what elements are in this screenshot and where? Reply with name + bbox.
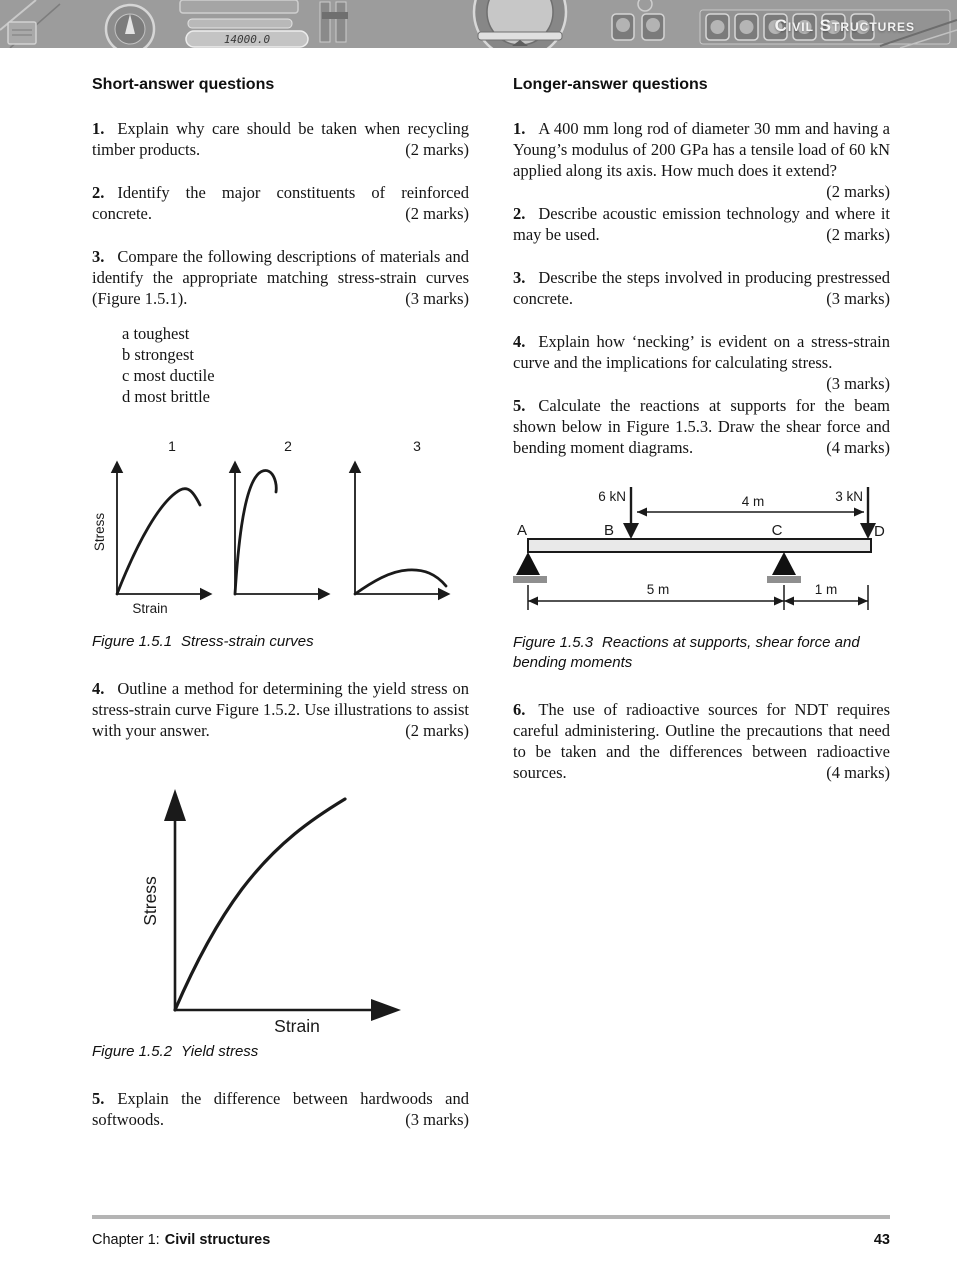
question-number: 3. (92, 247, 105, 266)
longer-answer-heading: Longer-answer questions (513, 76, 708, 93)
figure-1-5-2 (92, 759, 469, 1062)
figure-caption-label: Figure 1.5.2 (92, 1043, 173, 1060)
graph-label: 1 (168, 438, 176, 454)
x-axis-label: Strain (132, 601, 168, 616)
question-number: 5. (513, 396, 526, 415)
option-list (122, 323, 469, 407)
question-number: 4. (92, 679, 105, 698)
list-item: d most brittle (122, 387, 210, 406)
dimension-label-left: 5 m (646, 582, 670, 597)
page-footer (92, 1215, 890, 1248)
question-text: Explain why care should be taken when recycling timber products. (92, 119, 469, 159)
beam-label-d: D (874, 523, 885, 540)
beam-bar (528, 539, 871, 552)
question-text: Explain how ‘necking’ is evident on a stress-strain curve and the implications for calculating stress. (513, 332, 890, 372)
marks-label: (3 marks) (405, 1110, 469, 1129)
question (513, 118, 890, 201)
support-triangle-a (516, 552, 540, 575)
beam-diagram (513, 482, 890, 616)
y-axis-label: Stress (140, 876, 160, 926)
beam-label-b: B (603, 522, 615, 539)
graph-label: 2 (284, 438, 292, 454)
question-text: Explain the difference between hardwoods and softwoods. (92, 1089, 469, 1129)
header-banner (0, 0, 957, 48)
dimension-label-right: 1 m (814, 582, 838, 597)
left-column (92, 48, 469, 1152)
page-number: 43 (873, 1232, 890, 1248)
marks-label: (3 marks) (826, 374, 890, 393)
list-item: c most ductile (122, 366, 215, 385)
marks-label: (2 marks) (826, 182, 890, 201)
x-axis-label: Strain (274, 1016, 320, 1035)
yield-stress-figure (92, 783, 469, 1035)
altimeter-counter: 14000.0 (223, 33, 271, 46)
question-number: 2. (513, 204, 526, 223)
beam-label-c: C (771, 522, 783, 539)
question-text: Identify the major constituents of reinforced concrete. (92, 183, 469, 223)
question (92, 1088, 469, 1130)
question-text: Describe acoustic emission technology and where it may be used. (513, 204, 890, 244)
content-columns (0, 48, 957, 1152)
marks-label: (4 marks) (826, 763, 890, 782)
marks-label: (4 marks) (826, 438, 890, 457)
chapter-title: Civil structures (164, 1232, 271, 1248)
question (513, 331, 890, 393)
question (92, 678, 469, 741)
figure-caption (92, 632, 469, 652)
figure-caption-text: Reactions at supports, shear force and bending moments (513, 634, 860, 671)
question-text: Compare the following descriptions of materials and identify the appropriate matching stress-strain curves (Figure 1.5.1). (92, 247, 469, 308)
stress-strain-curves-figure (92, 437, 469, 625)
question (513, 699, 890, 783)
chapter-label (92, 1232, 270, 1248)
question-text: Describe the steps involved in producing prestressed concrete. (513, 268, 890, 308)
question-number: 4. (513, 332, 526, 351)
marks-label: (2 marks) (405, 204, 469, 223)
list-item: a toughest (122, 324, 190, 343)
question-number: 3. (513, 268, 526, 287)
question-text: Outline a method for determining the yield stress on stress-strain curve Figure 1.5.2. Use illustrations to assist with your answer. (92, 679, 469, 740)
question (513, 267, 890, 309)
right-column (513, 48, 890, 1152)
short-answer-heading: Short-answer questions (92, 76, 275, 93)
page-header-title: Civil Structures (774, 16, 915, 35)
question-number: 5. (92, 1089, 105, 1108)
marks-label: (2 marks) (405, 721, 469, 740)
marks-label: (2 marks) (405, 140, 469, 159)
question-number: 1. (513, 119, 526, 138)
force-label-d: 3 kN (835, 489, 863, 504)
chapter-prefix: Chapter 1: (92, 1232, 160, 1248)
beam-label-a: A (516, 522, 528, 539)
question-number: 2. (92, 183, 105, 202)
figure-caption-text: Yield stress (181, 1043, 259, 1060)
dimension-label-top: 4 m (741, 494, 765, 509)
question (513, 395, 890, 458)
figure-caption-label: Figure 1.5.3 (513, 634, 594, 651)
marks-label: (3 marks) (826, 289, 890, 308)
graph-label: 3 (413, 438, 421, 454)
question-number: 1. (92, 119, 105, 138)
question-number: 6. (513, 700, 526, 719)
question (92, 246, 469, 309)
question (92, 182, 469, 224)
question (92, 118, 469, 160)
support-triangle-c (772, 552, 796, 575)
question-text: The use of radioactive sources for NDT requires careful administering. Outline the precautions that need to be taken and the differences between radioactive sources. (513, 700, 890, 782)
force-label-b: 6 kN (598, 489, 626, 504)
figure-1-5-3 (513, 472, 890, 673)
question-text: Calculate the reactions at supports for the beam shown below in Figure 1.5.3. Draw the shear force and bending moment diagrams. (513, 396, 890, 457)
figure-caption-text: Stress-strain curves (181, 633, 314, 650)
question-text: A 400 mm long rod of diameter 30 mm and having a Young’s modulus of 200 GPa has a tensile load of 60 kN applied along its axis. How much does it extend? (513, 119, 890, 180)
figure-caption (92, 1042, 469, 1062)
figure-1-5-1 (92, 437, 469, 652)
marks-label: (3 marks) (405, 289, 469, 308)
list-item: b strongest (122, 345, 194, 364)
footer-rule (92, 1215, 890, 1219)
marks-label: (2 marks) (826, 225, 890, 244)
figure-caption (513, 633, 890, 673)
figure-caption-label: Figure 1.5.1 (92, 633, 173, 650)
y-axis-label: Stress (92, 512, 107, 552)
question (513, 203, 890, 245)
